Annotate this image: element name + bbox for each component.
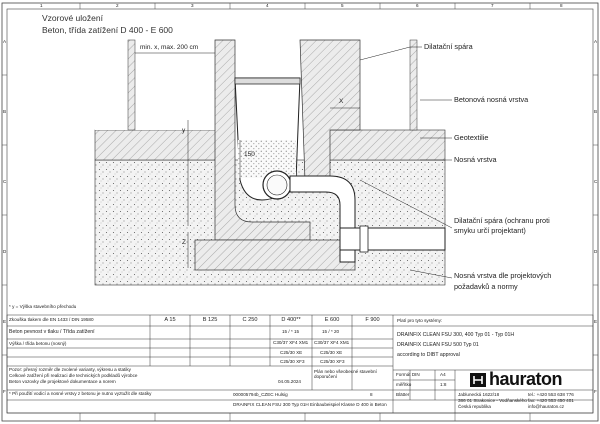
doc-number: 000005794b_CZEC Hulsig bbox=[233, 392, 288, 397]
kerb-right bbox=[410, 40, 417, 130]
callout-betonova-nosna-vrstva: Betonová nosná vrstva bbox=[454, 95, 529, 104]
grid-col-1: 1 bbox=[40, 3, 43, 8]
grid-col-7: 7 bbox=[491, 3, 494, 8]
grid-row-b-right: B bbox=[594, 109, 598, 114]
concrete-c-e600: C25/30 XF3 bbox=[320, 359, 345, 364]
concrete-b-d400: C25/30 XE bbox=[280, 350, 303, 355]
scale-label: měřítko bbox=[396, 382, 412, 387]
grid-col-3: 3 bbox=[191, 3, 194, 8]
dimension-z: Z bbox=[182, 239, 186, 246]
dimension-150: 150 bbox=[244, 151, 255, 158]
drawing-title-full: DRAINFIX CLEAN FSU 300 Typ 01H Einbaubeispiel Klasse D 400 in Beton bbox=[233, 402, 387, 407]
grade-d400: D 400** bbox=[281, 317, 301, 323]
kerb-left bbox=[128, 40, 135, 130]
format-label: Formát DIN bbox=[396, 372, 420, 377]
company-address1: Jablunecká 1622/18 bbox=[458, 392, 500, 397]
road-surface-left bbox=[95, 40, 215, 130]
format-value: A4 bbox=[440, 372, 446, 377]
company-phone: tel.: +420 553 638 776 bbox=[528, 392, 574, 397]
grid-row-a-right: A bbox=[594, 39, 598, 44]
dimension-x: X bbox=[339, 98, 344, 105]
company-email: info@hauraton.cz bbox=[528, 404, 565, 409]
hauraton-logo-mark bbox=[470, 373, 486, 387]
company-address3: Česká republika bbox=[458, 404, 491, 409]
grade-f900: F 900 bbox=[365, 317, 380, 323]
value-d400-row: 15 / * 15 bbox=[282, 329, 300, 334]
value-e600-row: 15 / * 20 bbox=[322, 329, 340, 334]
product-line2: DRAINFIX CLEAN FSU 500 Typ 01 bbox=[397, 342, 479, 348]
scale-value: 1:8 bbox=[440, 382, 447, 387]
grid-row-a: A bbox=[3, 39, 7, 44]
callout-dilatacni-spara-2a: Dilatační spára (ochranu proti bbox=[454, 216, 550, 225]
road-base-left bbox=[95, 127, 230, 160]
grid-row-c-right: C bbox=[594, 179, 598, 184]
date-value: 04.05.2024 bbox=[278, 379, 301, 384]
dimension-y: y bbox=[182, 127, 186, 134]
grid-row-d-right: D bbox=[594, 249, 598, 254]
pipe-horizontal bbox=[340, 228, 445, 250]
callout-nosna-vrstva: Nosná vrstva bbox=[454, 155, 497, 164]
grid-col-2: 2 bbox=[116, 3, 119, 8]
grade-c250: C 250 bbox=[242, 317, 258, 323]
drawing-title-line1: Vzorové uložení bbox=[42, 13, 103, 23]
footnote: * y = Výška stavebního přechodu bbox=[9, 304, 77, 309]
grid-col-8: 8 bbox=[560, 3, 563, 8]
sheet-label: Blätter bbox=[396, 392, 410, 397]
concrete-b-e600: C25/30 XE bbox=[320, 350, 343, 355]
concrete-c-d400: C25/30 XF3 bbox=[280, 359, 305, 364]
grade-b125: B 125 bbox=[202, 317, 218, 323]
note-4: * Při použití vodicí a nosné vrstvy z betonu je nutno vyztužit dle statiky bbox=[9, 391, 152, 396]
table-row2-label: Beton pevnost v tlaku / Třída zatížení bbox=[9, 329, 95, 335]
note-1: Pozor: přesný rozměr dle zvolené varianty, výkresu a statiky bbox=[9, 367, 131, 372]
note-3: Beton vozovky dle projektové dokumentace a norem bbox=[9, 379, 116, 384]
gravel-fill bbox=[238, 140, 296, 178]
concrete-a-d400: C30/37 XF4 XM1 bbox=[273, 340, 309, 345]
grate bbox=[235, 78, 300, 84]
callout-nosna-vrstva-2b: požadavků a normy bbox=[454, 282, 518, 291]
grid-col-6: 6 bbox=[416, 3, 419, 8]
grade-e600: E 600 bbox=[324, 317, 340, 323]
dimension-min-width: min. x, max. 200 cm bbox=[140, 44, 199, 51]
grid-row-c: C bbox=[3, 179, 7, 184]
callout-dilatacni-spara-2b: smyku určí projektant) bbox=[454, 226, 526, 235]
company-fax: fax: +420 553 450 401 bbox=[528, 398, 574, 403]
grid-row-e-right: E bbox=[594, 319, 598, 324]
callout-dilatacni-spara: Dilatační spára bbox=[424, 42, 473, 51]
product-line1: DRAINFIX CLEAN FSU 300, 400 Typ 01 - Typ 01H bbox=[397, 332, 515, 338]
grid-row-f-right: F bbox=[594, 389, 597, 394]
table-row1-label: Zkouška tlakem dle EN 1433 / DIN 19580 bbox=[9, 317, 94, 322]
table-row3-label: Výška / třída betonu (nosný) bbox=[9, 341, 67, 346]
drawing-title-line2: Beton, třída zatížení D 400 - E 600 bbox=[42, 25, 173, 35]
grid-row-d: D bbox=[3, 249, 7, 254]
company-address2: 386 01 Strakonice - Vodňanského bbox=[458, 398, 527, 403]
road-base-right bbox=[315, 130, 445, 160]
callout-geotextilie: Geotextilie bbox=[454, 133, 489, 142]
concrete-foundation bbox=[195, 240, 355, 270]
grid-col-4: 4 bbox=[266, 3, 269, 8]
callout-nosna-vrstva-2a: Nosná vrstva dle projektových bbox=[454, 271, 552, 280]
grid-row-b: B bbox=[3, 109, 7, 114]
note-2: Celkové zatížení při realizaci dle technických podkladů výrobce bbox=[9, 373, 138, 378]
product-line3: according to DIBT approval bbox=[397, 352, 460, 358]
grid-row-f: F bbox=[3, 389, 6, 394]
product-valid-for: Platí pro tyto systémy: bbox=[397, 318, 443, 323]
doc-type: Plán nebo všeobecné stavební doporučení bbox=[314, 369, 377, 379]
concrete-a-e600: C30/37 XF4 XM1 bbox=[314, 340, 350, 345]
grid-col-5: 5 bbox=[341, 3, 344, 8]
revision: 8 bbox=[370, 392, 373, 397]
grade-a15: A 15 bbox=[164, 317, 176, 323]
company-logo-text: hauraton bbox=[489, 369, 563, 389]
grid-row-e: E bbox=[3, 319, 7, 324]
